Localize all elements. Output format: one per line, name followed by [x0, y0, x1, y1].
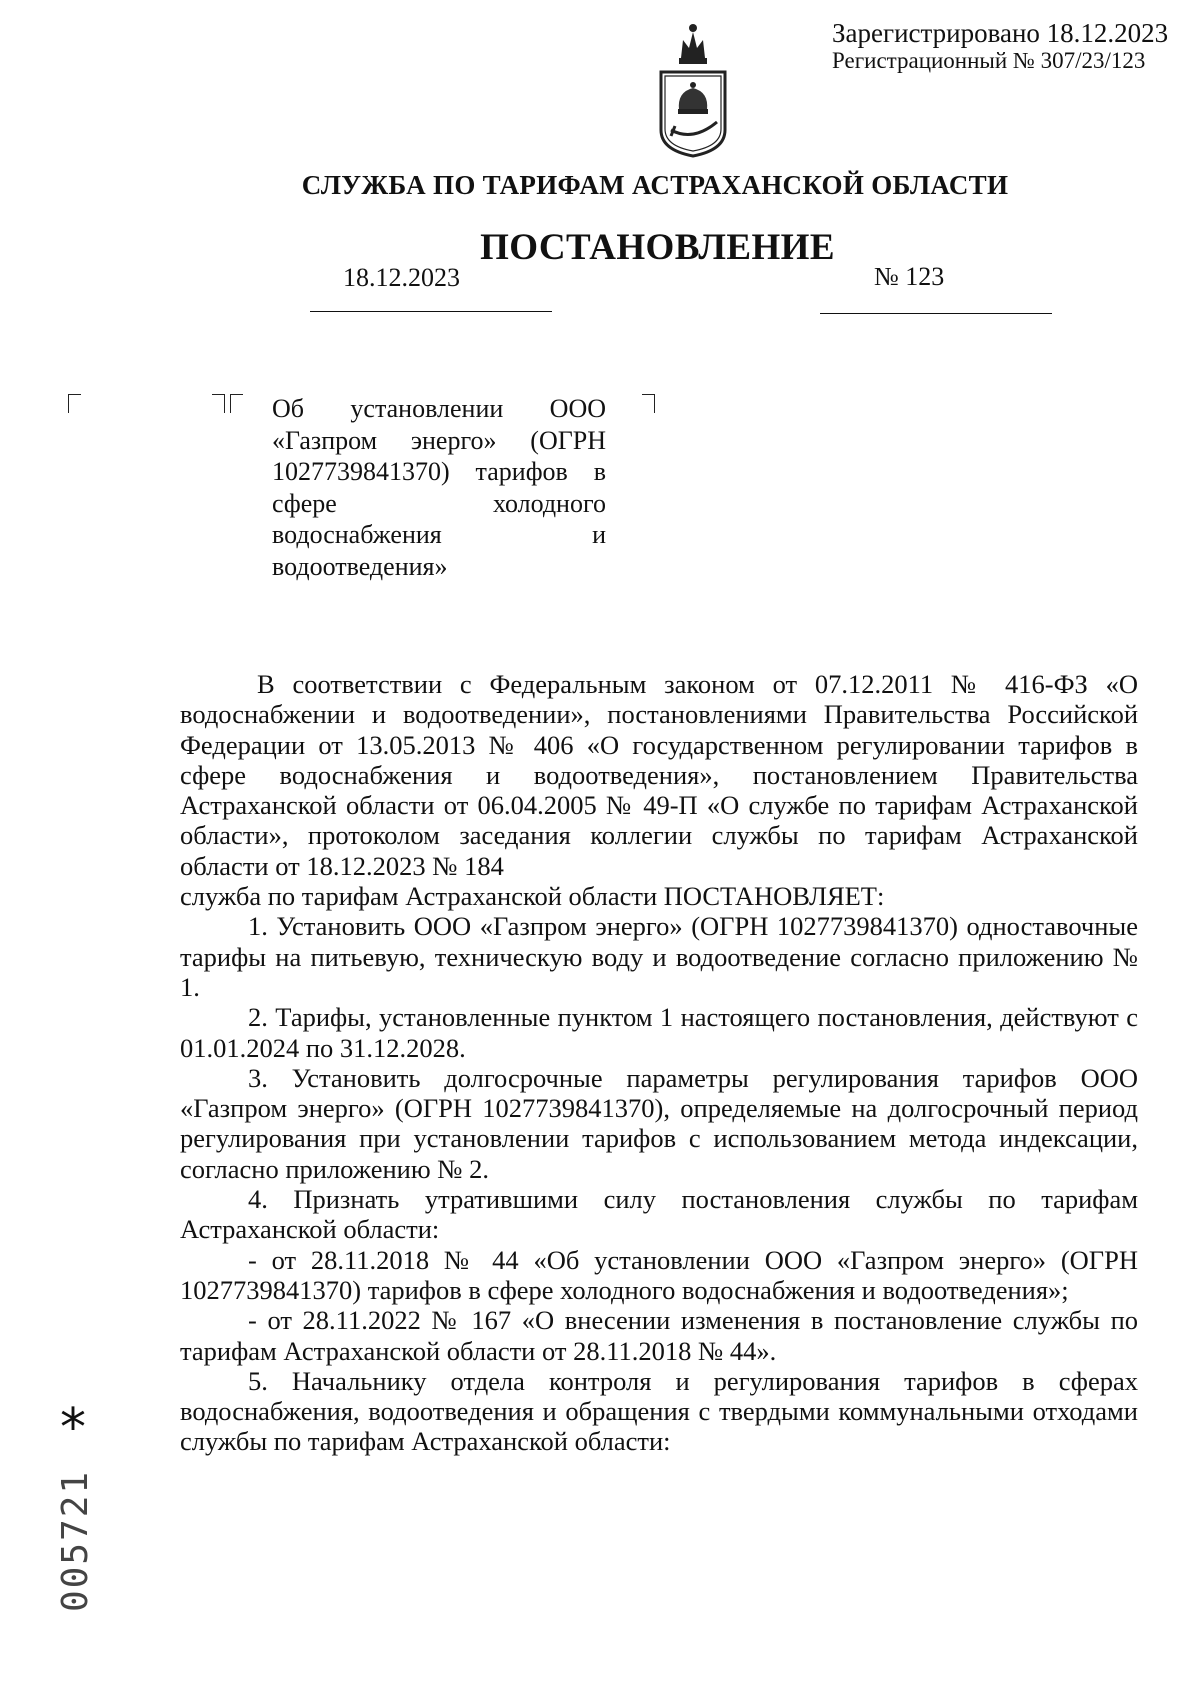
registration-date: Зарегистрировано 18.12.2023	[832, 18, 1169, 48]
registration-number: Регистрационный № 307/23/123	[832, 48, 1146, 74]
subject-line: «Газпром энерго» (ОГРН	[272, 425, 606, 455]
margin-asterisk: *	[60, 1398, 86, 1458]
subject-line: водоотведения»	[272, 551, 448, 581]
preamble-paragraph: В соответствии с Федеральным законом от 07.12.2011 № 416-ФЗ «О водоснабжении и водоотведении», постановлениями Правительства Российской Федерации от 13.05.2013 № 406 «О государственном регулировании тарифов в сфере водоснабжения и водоотведения», постановлением Правительства Астраханской области от 06.04.2005 № 49-П «О службе по тарифам Астраханской области», протоколом заседания коллегии службы по тарифам Астраханской области от 18.12.2023 № 184	[180, 669, 1138, 881]
item-paragraph: - от 28.11.2018 № 44 «Об установлении ООО «Газпром энерго» (ОГРН 1027739841370) тарифов в сфере холодного водоснабжения и водоотведения»;	[180, 1244, 1138, 1305]
item-paragraph: - от 28.11.2022 № 167 «О внесении изменения в постановление службы по тарифам Астраханской области от 28.11.2018 № 44».	[180, 1305, 1138, 1366]
number-underline	[820, 313, 1052, 314]
document-subject	[272, 393, 606, 582]
document-number: № 123	[874, 262, 945, 291]
document-type: ПОСТАНОВЛЕНИЕ	[480, 227, 835, 268]
resolution-line: служба по тарифам Астраханской области ПОСТАНОВЛЯЕТ:	[180, 881, 885, 912]
organization-title: СЛУЖБА ПО ТАРИФАМ АСТРАХАНСКОЙ ОБЛАСТИ	[301, 170, 1009, 200]
subject-line: сфере холодного	[272, 488, 606, 518]
corner-mark	[212, 394, 225, 413]
item-paragraph: 1. Установить ООО «Газпром энерго» (ОГРН 1027739841370) одноставочные тарифы на питьевую, техническую воду и водоотведение согласно приложению № 1.	[180, 911, 1138, 1002]
item-paragraph: 5. Начальнику отдела контроля и регулирования тарифов в сферах водоснабжения, водоотведения и обращения с твердыми коммунальными отходами службы по тарифам Астраханской области:	[180, 1365, 1138, 1457]
corner-mark	[642, 394, 655, 413]
item-paragraph: 4. Признать утратившими силу постановления службы по тарифам Астраханской области:	[180, 1184, 1138, 1245]
date-underline	[310, 311, 552, 312]
registration-stamp	[832, 18, 1182, 74]
item-paragraph: 3. Установить долгосрочные параметры регулирования тарифов ООО «Газпром энерго» (ОГРН 1027739841370), определяемые на долгосрочный период регулирования при установлении тарифов с использованием метода индексации, согласно приложению № 2.	[180, 1062, 1138, 1184]
coat-of-arms-icon	[653, 18, 733, 158]
subject-line: 1027739841370) тарифов в	[272, 457, 606, 486]
margin-stamp-number: 005721	[55, 1469, 96, 1612]
document-body	[180, 669, 1138, 1457]
item-paragraph: 2. Тарифы, установленные пунктом 1 настоящего постановления, действуют с 01.01.2024 по 31.12.2028.	[180, 1002, 1138, 1063]
subject-line: Об установлении ООО	[272, 394, 606, 423]
subject-line: водоснабжения и	[272, 520, 606, 549]
corner-mark	[68, 394, 81, 413]
corner-mark	[230, 394, 243, 413]
document-date: 18.12.2023	[343, 263, 460, 292]
